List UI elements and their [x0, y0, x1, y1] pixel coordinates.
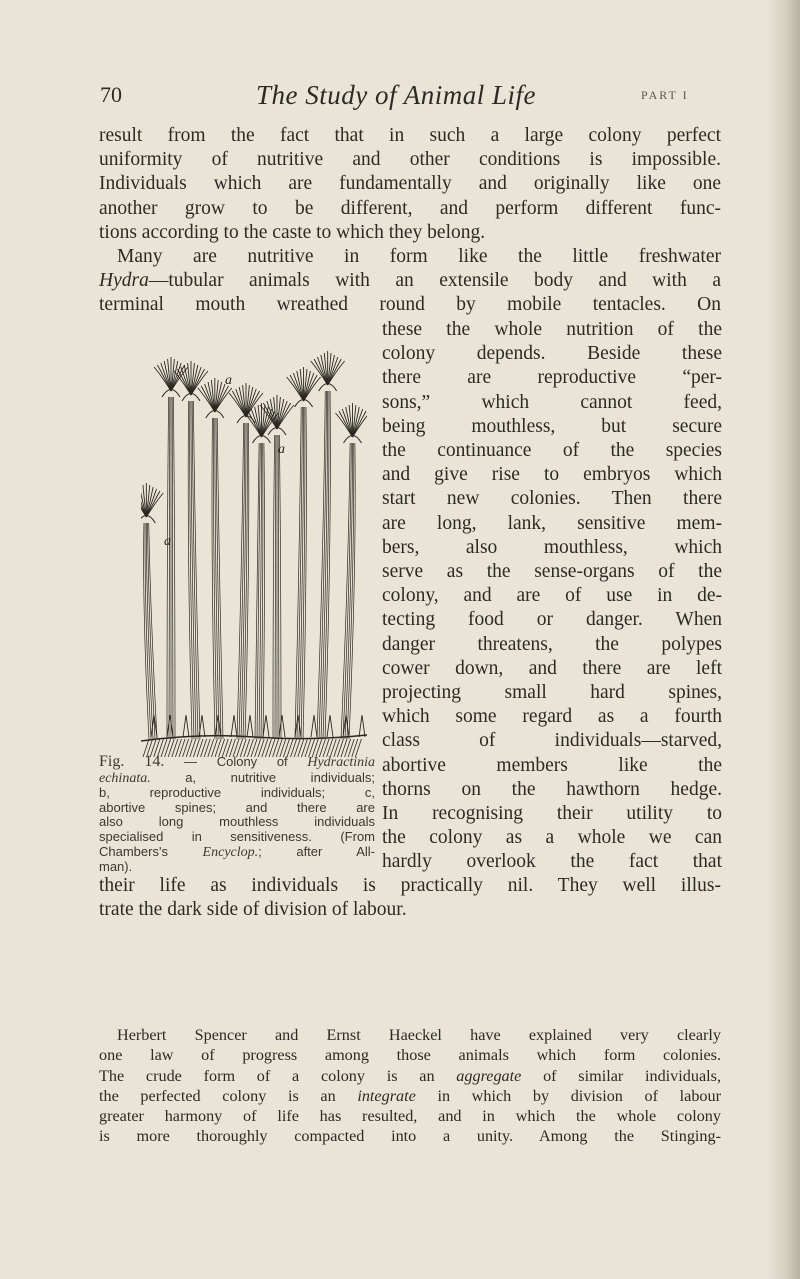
polyp-stalk: [191, 401, 196, 739]
paragraph-3: [99, 1025, 721, 1147]
text-line: hardly overlook the fact that: [382, 851, 722, 873]
italic-term: Encyclop.: [202, 844, 259, 860]
polyp-stalk: [275, 435, 276, 739]
caption-fig-number: Fig. 14.: [99, 753, 165, 770]
text-line: trate the dark side of division of labour.: [99, 899, 407, 921]
spine: [215, 715, 221, 737]
text-line: their life as individuals is practically nil. They well illus-: [99, 875, 721, 896]
italic-term: Hydractinia: [307, 755, 375, 770]
caption-line: echinata. a, nutritive individuals;: [99, 769, 375, 786]
text-line: terminal mouth wreathed round by mobile tentacles. On: [99, 294, 721, 316]
text-line: one law of progress among those animals which form colonies.: [99, 1046, 721, 1065]
italic-term: echinata.: [99, 770, 151, 786]
polyp-stalk: [167, 397, 169, 739]
text-line: projecting small hard spines,: [382, 682, 722, 704]
spine: [263, 715, 269, 737]
caption-line: [99, 755, 375, 771]
polyp-stalk: [299, 407, 304, 739]
text-line: Many are nutritive in form like the little freshwater: [117, 246, 721, 267]
running-header: [100, 82, 740, 116]
caption-line: man).: [99, 859, 133, 875]
text-line: there are reproductive “per-: [382, 367, 722, 389]
hydra-italic: Hydra: [99, 270, 149, 292]
polyp-stalk: [273, 435, 275, 739]
text-line: class of individuals—starved,: [382, 730, 722, 752]
figure-caption: [99, 755, 375, 875]
polyp-stalk: [215, 418, 219, 739]
text-line: cower down, and there are left: [382, 657, 722, 679]
spine: [167, 715, 173, 737]
polyp-stalk: [241, 423, 246, 739]
text-line: tions according to the caste to which they belong.: [99, 221, 486, 243]
spine: [311, 715, 317, 737]
text-line: being mouthless, but secure: [382, 415, 722, 437]
text-line: these the whole nutrition of the: [382, 319, 722, 340]
text-line: Hydra—tubular animals with an extensile body and with a: [99, 270, 721, 292]
caption-line: b, reproductive individuals; c,: [99, 785, 375, 801]
caption-line: Chambers's Encyclop.; after All-: [99, 843, 375, 860]
text-line: start new colonies. Then there: [382, 488, 722, 510]
paragraph-2-full-width: [99, 245, 721, 318]
text-line: abortive members like the: [382, 754, 722, 776]
polyp-head: [141, 516, 155, 524]
figure-label-a: a: [225, 373, 232, 388]
italic-term: integrate: [357, 1086, 416, 1105]
text-line: the continuance of the species: [382, 440, 722, 462]
text-line: colony, and are of use in de-: [382, 585, 722, 607]
text-line: sons,” which cannot feed,: [382, 391, 722, 413]
text-line: and give rise to embryos which: [382, 464, 722, 486]
page-number: 70: [100, 82, 122, 107]
page-edge-shadow: [766, 0, 800, 1279]
text-line: serve as the sense-organs of the: [382, 561, 722, 583]
figure-label-a: a: [164, 534, 171, 549]
text-line: uniformity of nutritive and other conditions is impossible.: [99, 149, 721, 171]
illustration-drawing: [141, 343, 367, 757]
text-line: another grow to be different, and perform different func-: [99, 197, 721, 219]
caption-line: also long mouthless individuals: [99, 814, 375, 830]
polyp-stalk: [297, 407, 302, 739]
part-label: PART I: [641, 88, 689, 102]
paragraph-2-wrap-column: [382, 318, 722, 875]
caption-line: specialised in sensitiveness. (From: [99, 828, 375, 844]
text-line: tecting food or danger. When: [382, 609, 722, 631]
text-line: bers, also mouthless, which: [382, 536, 722, 558]
polyp-stalk: [259, 443, 262, 739]
polyp-stalk: [172, 397, 173, 739]
running-title: The Study of Animal Life: [256, 80, 536, 110]
polyp-stalk: [263, 443, 265, 739]
caption-text: — Colony of Hydractinia: [184, 754, 375, 770]
text-line: danger threatens, the polypes: [382, 633, 722, 655]
polyp-stalk: [173, 397, 175, 739]
italic-term: aggregate: [456, 1066, 522, 1085]
polyp-stalk: [216, 418, 221, 739]
polyp-stalk: [169, 397, 170, 739]
spine: [295, 715, 301, 737]
text-line: The crude form of a colony is an aggregate of similar individuals,: [99, 1066, 721, 1085]
text-line: Herbert Spencer and Ernst Haeckel have explained very clearly: [117, 1026, 721, 1044]
spine: [247, 715, 253, 737]
text-line: the perfected colony is an integrate in which by division of labour: [99, 1086, 722, 1105]
polyp-stalk: [278, 435, 279, 739]
polyp-stalk: [190, 401, 194, 739]
polyp-stalk: [279, 435, 281, 739]
text-line: are long, lank, sensitive mem-: [382, 512, 722, 534]
text-line: which some regard as a fourth: [382, 706, 722, 728]
text-line: thorns on the hawthorn hedge.: [382, 778, 722, 800]
text-line: Individuals which are fundamentally and originally like one: [99, 173, 721, 195]
hydractinia-illustration: [141, 343, 367, 757]
spine: [279, 715, 285, 737]
text-line: greater harmony of life has resulted, and in which the whole colony: [99, 1107, 721, 1126]
paragraph-1: [99, 124, 721, 245]
polyp-stalk: [243, 423, 247, 739]
text-line: In recognising their utility to: [382, 803, 722, 825]
spine: [183, 715, 189, 737]
spine: [231, 715, 237, 737]
text-line: colony depends. Beside these: [382, 343, 722, 365]
text-line: the colony as a whole we can: [382, 827, 722, 849]
text-line: is more thoroughly compacted into a unity. Among the Stinging-: [99, 1127, 721, 1146]
caption-line: abortive spines; and there are: [99, 799, 375, 815]
paragraph-2-end: [99, 874, 721, 922]
spine: [327, 715, 333, 737]
figure-label-a: a: [278, 442, 285, 457]
spine: [359, 715, 365, 737]
text-line: result from the fact that in such a large colony perfect: [99, 125, 721, 146]
